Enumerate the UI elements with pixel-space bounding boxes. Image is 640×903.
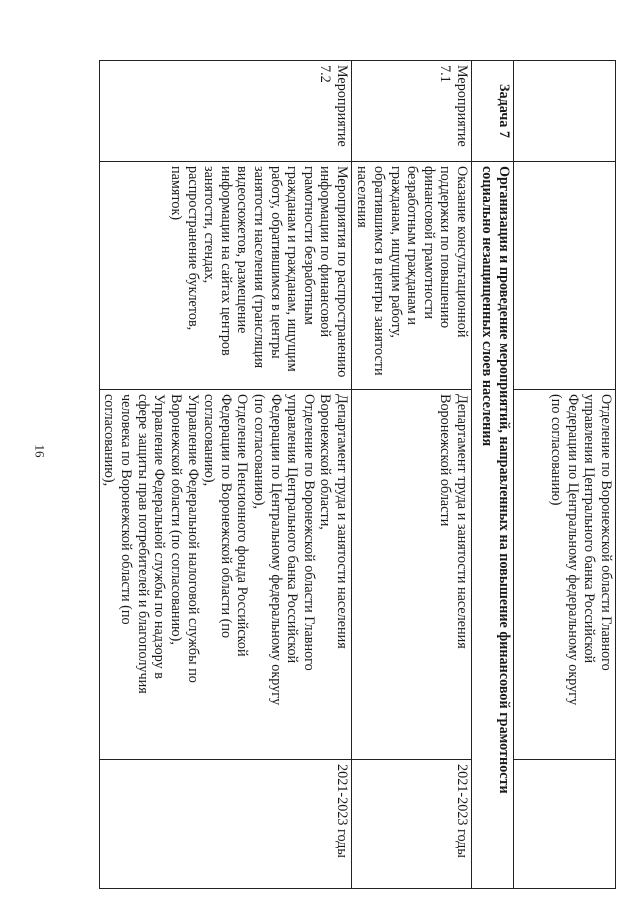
task-title-line: Организация и проведение мероприятий, направленных на повышение финансовой грамотности	[496, 166, 512, 794]
measure-description-cell	[352, 162, 472, 390]
executor-line: Департамент труда и занятости населения	[334, 394, 350, 649]
page-number: 16	[32, 444, 48, 458]
executor-line: Отделение по Воронежской области Главного	[300, 394, 317, 671]
continuation-label-cell	[514, 61, 616, 162]
task-title	[472, 162, 514, 889]
executor-line: управления Центрального банка Российской	[581, 394, 598, 664]
continuation-period-cell	[514, 760, 616, 889]
executor-line: Управление Федеральной службы по надзору в	[151, 394, 168, 679]
measure-row	[99, 61, 351, 889]
measure-label-line: 7.1	[437, 65, 454, 83]
measure-executor-cell	[99, 390, 351, 760]
description-line: гражданам и гражданам, ищущим	[284, 166, 301, 372]
measure-period-cell: 2021-2023 годы	[352, 760, 472, 889]
description-line: обратившимся в центры занятости	[370, 166, 387, 376]
continuation-description-cell	[514, 162, 616, 390]
description-line: работу, обратившимся в центры	[267, 166, 284, 359]
continuation-executor-cell	[514, 390, 616, 760]
measures-table	[99, 60, 616, 889]
executor-line: Отделение по Воронежской области Главного	[598, 394, 614, 671]
executor-line: (по согласованию)	[548, 394, 565, 506]
description-line: финансовой грамотности	[420, 166, 437, 319]
description-line: памяток)	[167, 166, 184, 221]
description-line: поддержки по повышению	[437, 166, 454, 329]
description-line: безработным гражданам и	[404, 166, 421, 326]
rotated-table-frame	[101, 60, 616, 888]
measure-label-cell	[352, 61, 472, 162]
description-line: грамотности безработным	[300, 166, 317, 325]
description-line: информации по финансовой	[317, 166, 334, 338]
measure-label-line: Мероприятие	[454, 65, 470, 147]
executor-line: Отделение Пенсионного фонда Российской	[234, 394, 251, 657]
executor-line: Департамент труда и занятости населения	[454, 394, 470, 649]
description-line: Мероприятия по распространению	[334, 166, 350, 378]
task-title-line: социально незащищенных слоев населения	[479, 166, 496, 447]
executor-line: Федерации по Центральному федеральному округу	[564, 394, 581, 706]
continuation-row	[514, 61, 616, 889]
description-line: информации на сайтах центров	[217, 166, 234, 356]
executor-line: управления Центрального банка Российской	[284, 394, 301, 664]
measure-label-line: Мероприятие	[334, 65, 350, 147]
executor-line: Федерации по Воронежской области (по	[217, 394, 234, 639]
executor-line: Воронежской области,	[317, 394, 334, 530]
description-line: занятости населения (трансляция	[250, 166, 267, 369]
description-line: гражданам, ищущим работу,	[387, 166, 404, 338]
executor-line: согласованию),	[201, 394, 218, 487]
measure-period-cell: 2021-2023 годы	[99, 760, 351, 889]
executor-line: (по согласованию),	[250, 394, 267, 510]
measure-executor-cell	[352, 390, 472, 760]
executor-line: сфере защиты прав потребителей и благополучия	[134, 394, 151, 694]
measure-label-line: 7.2	[317, 65, 334, 83]
executor-line: Федерации по Центральному федеральному округу	[267, 394, 284, 706]
executor-line: Управление Федеральной налоговой службы по	[184, 394, 201, 683]
measure-description-cell	[99, 162, 351, 390]
measure-label-cell	[99, 61, 351, 162]
measure-row	[352, 61, 472, 889]
description-line: видеосюжетов, размещение	[234, 166, 251, 334]
executor-line: Воронежской области	[437, 394, 454, 527]
rotated-table-content	[101, 60, 616, 888]
description-line: Оказание консультационной	[454, 166, 470, 338]
executor-line: человека по Воронежской области (по	[118, 394, 135, 625]
task-label: Задача 7	[472, 61, 514, 162]
task-row	[472, 61, 514, 889]
executor-line: согласованию),	[101, 394, 118, 487]
description-line: занятости, стендах,	[201, 166, 218, 284]
description-line: распространение буклетов,	[184, 166, 201, 331]
executor-line: Воронежской области (по согласованию),	[167, 394, 184, 645]
description-line: населения	[354, 166, 371, 228]
